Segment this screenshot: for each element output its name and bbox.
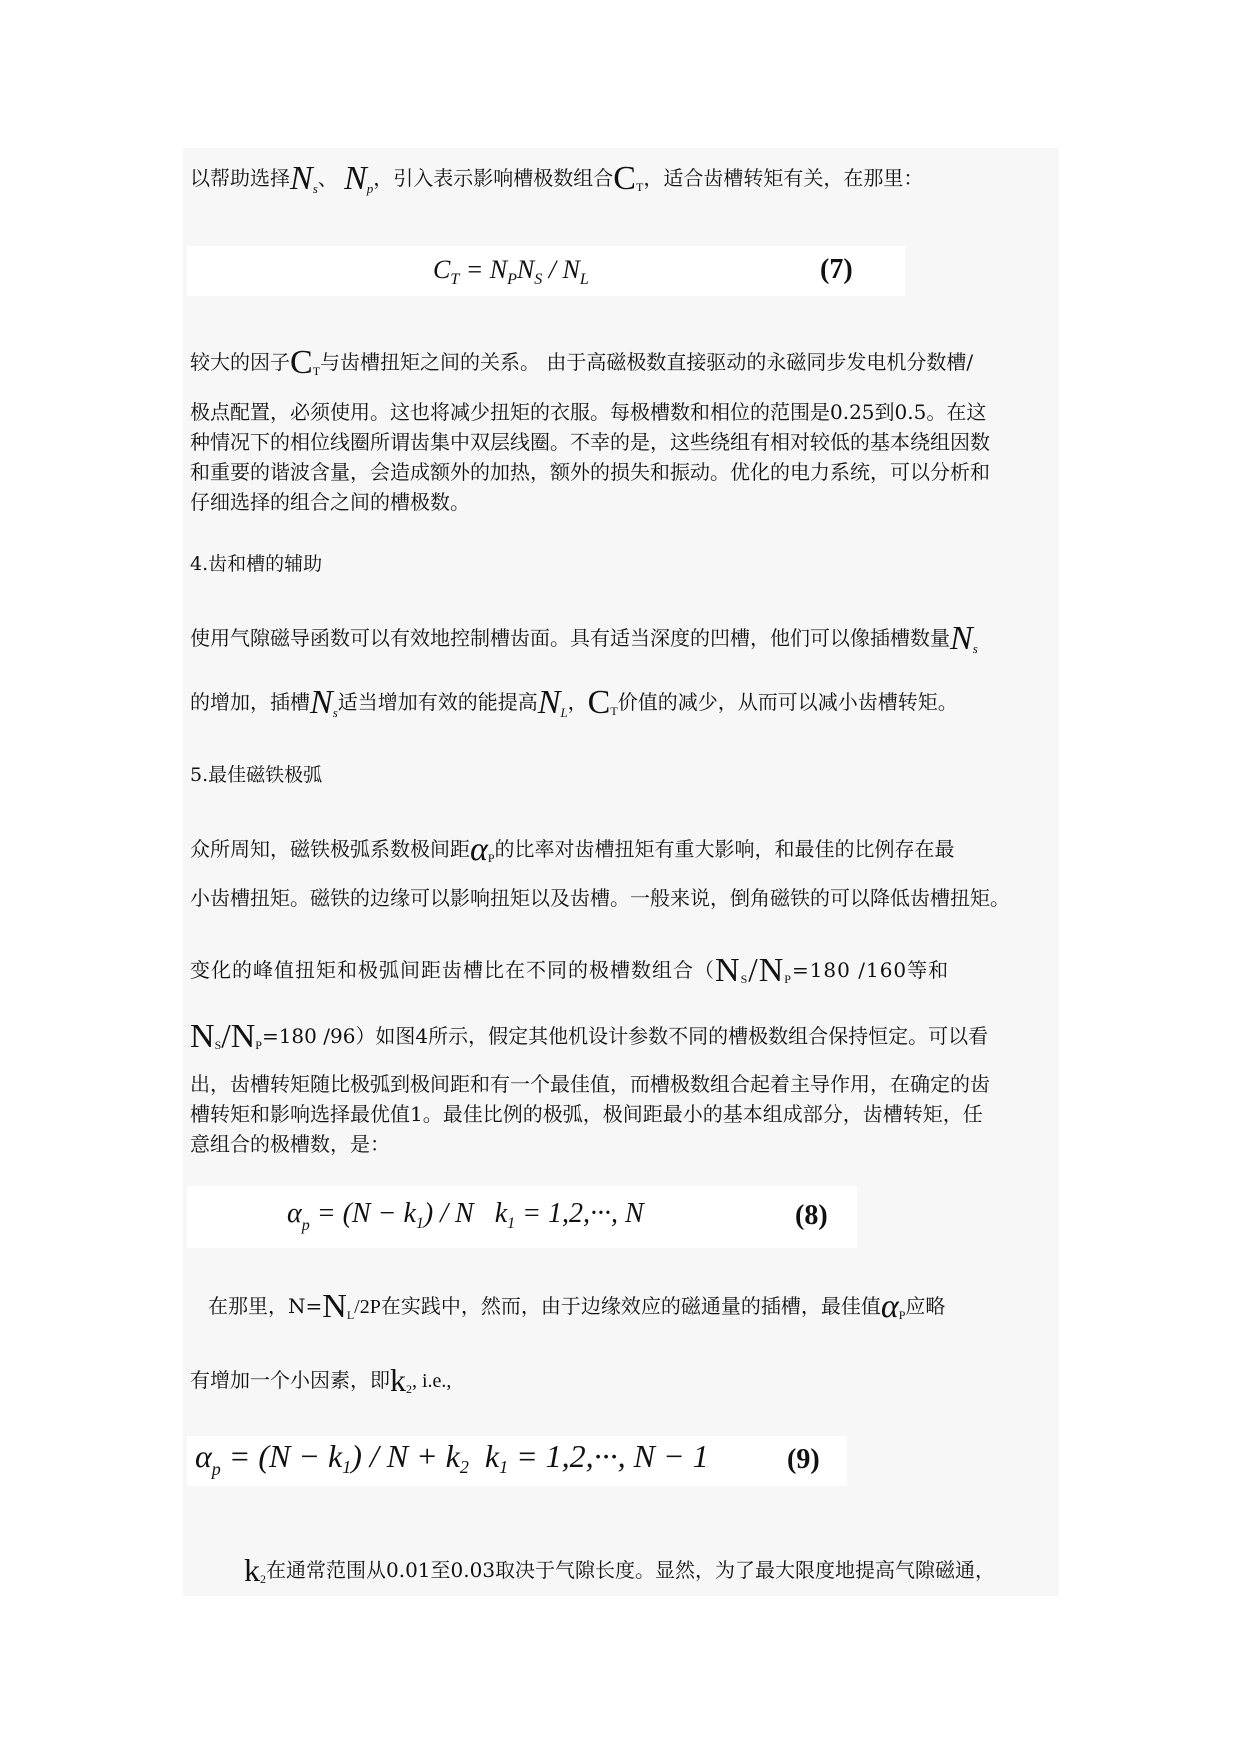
para1-line5: 仔细选择的组合之间的槽极数。: [190, 490, 470, 514]
para4-line3: 出，齿槽转矩随比极弧到极间距和有一个最佳值，而槽极数组合起着主导作用，在确定的齿: [190, 1072, 990, 1096]
para6-line1: $k_2$在通常范围从0.01至0.03取决于气隙长度。显然，为了最大限度地提高气隙磁通，: [244, 1552, 996, 1588]
para4-line4: 槽转矩和影响选择最优值1。最佳比例的极弧，极间距最小的基本组成部分，齿槽转矩，任: [190, 1102, 983, 1126]
para5-line1: 在那里，$N=N_L/2P$在实践中，然而，由于边缘效应的磁通量的插槽，最佳值$\alpha_P$应略: [208, 1288, 946, 1325]
para1-line1: 较大的因子$C_T$与齿槽扭矩之间的关系。 由于高磁极数直接驱动的永磁同步发电机分数槽/: [190, 344, 974, 381]
para4-line2: $N_S/N_P=180$ /96）如图4所示，假定其他机设计参数不同的槽极数组合保持恒定。可以看: [190, 1018, 989, 1055]
intro-line: 以帮助选择$N_s$、 $N_p$，引入表示影响槽极数组合$C_T$，适合齿槽转矩有关，在那里：: [190, 160, 924, 197]
equation-8: $\alpha_p = (N - k_1) / N$ $k_1 = 1,2,\cdot\cdot\cdot$, N (8): [187, 1186, 857, 1248]
para3-line2: 小齿槽扭矩。磁铁的边缘可以影响扭矩以及齿槽。一般来说，倒角磁铁的可以降低齿槽扭矩。: [190, 886, 1010, 910]
para1-line3: 种情况下的相位线圈所谓齿集中双层线圈。不幸的是，这些绕组有相对较低的基本绕组因数: [190, 430, 990, 454]
para1-line2: 极点配置，必须使用。这也将减少扭矩的衣服。每极槽数和相位的范围是0.25到0.5。在这: [190, 400, 987, 424]
para4-line5: 意组合的极槽数，是：: [190, 1132, 390, 1156]
para3-line1: 众所周知，磁铁极弧系数极间距$\alpha_P$的比率对齿槽扭矩有重大影响，和最佳的比例存在最: [190, 831, 955, 868]
section-5-heading: 5.最佳磁铁极弧: [190, 764, 323, 786]
equation-9: $\alpha_p = (N - k1) / N + k2$ k1 = 1,2,···, N − 1 (9): [187, 1436, 847, 1486]
para2-line1: 使用气隙磁导函数可以有效地控制槽齿面。具有适当深度的凹槽，他们可以像插槽数量$N_s$: [190, 620, 978, 657]
section-4-heading: 4.齿和槽的辅助: [190, 553, 323, 575]
para1-line4: 和重要的谐波含量，会造成额外的加热，额外的损失和振动。优化的电力系统，可以分析和: [190, 460, 990, 484]
para5-line2: 有增加一个小因素，即$k_2$, i.e.,: [190, 1362, 452, 1398]
para2-line2: 的增加，插槽$N_s$适当增加有效的能提高$N_L$，$C_T$价值的减少，从而可以减小齿槽转矩。: [190, 684, 958, 721]
para4-line1: 变化的峰值扭矩和极弧间距齿槽比在不同的极槽数组合（$N_S/N_P=180$ /160等和: [190, 952, 950, 989]
equation-7: $C_T = N_PN_S / N_L$ (7): [187, 246, 905, 296]
